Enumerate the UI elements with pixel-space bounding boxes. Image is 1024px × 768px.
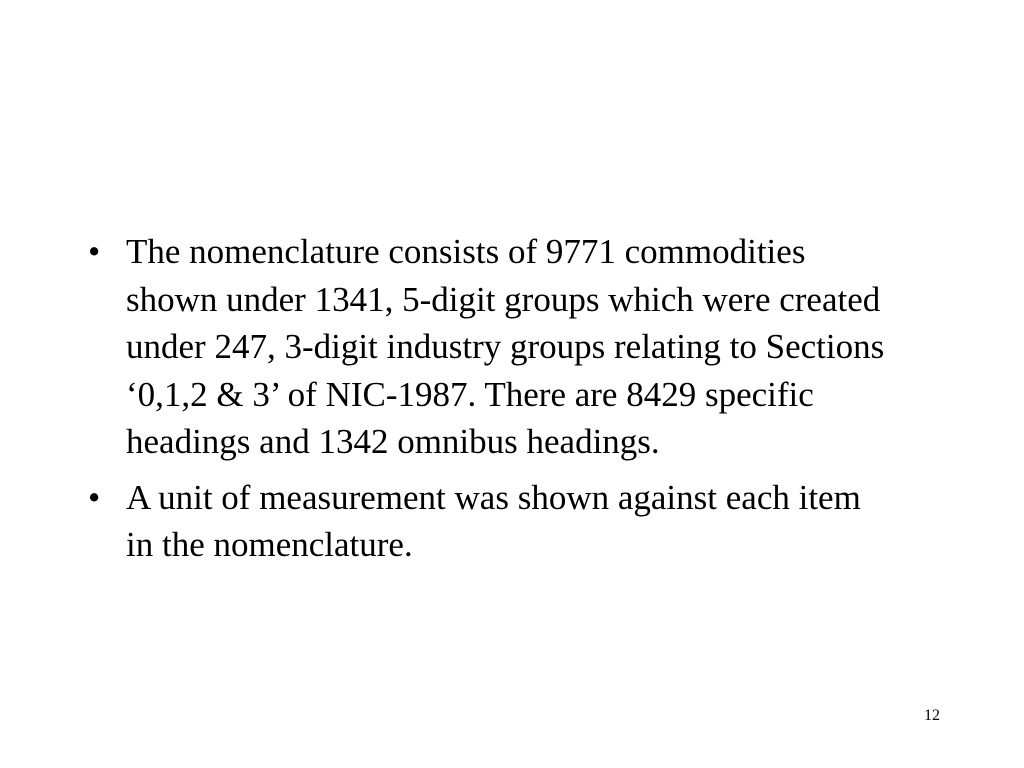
bullet-mark: • <box>88 232 101 271</box>
bullet-text-nomenclature: The nomenclature consists of 9771 commodities shown under 1341, 5-digit groups which were created under 247, 3-digit industry groups relating to Sections ‘0,1,2 & 3’ of NIC-1987. There are 8429 specific headings and 1342 omnibus headings. <box>126 232 885 461</box>
bullet-list <box>88 228 888 577</box>
bullet-item-unit-of-measurement <box>88 474 888 569</box>
bullet-mark: • <box>88 477 101 517</box>
bullet-text-unit-of-measurement: A unit of measurement was shown against each item in the nomenclature. <box>126 477 861 564</box>
page-number: 12 <box>924 707 940 724</box>
bullet-item-nomenclature <box>88 228 888 466</box>
